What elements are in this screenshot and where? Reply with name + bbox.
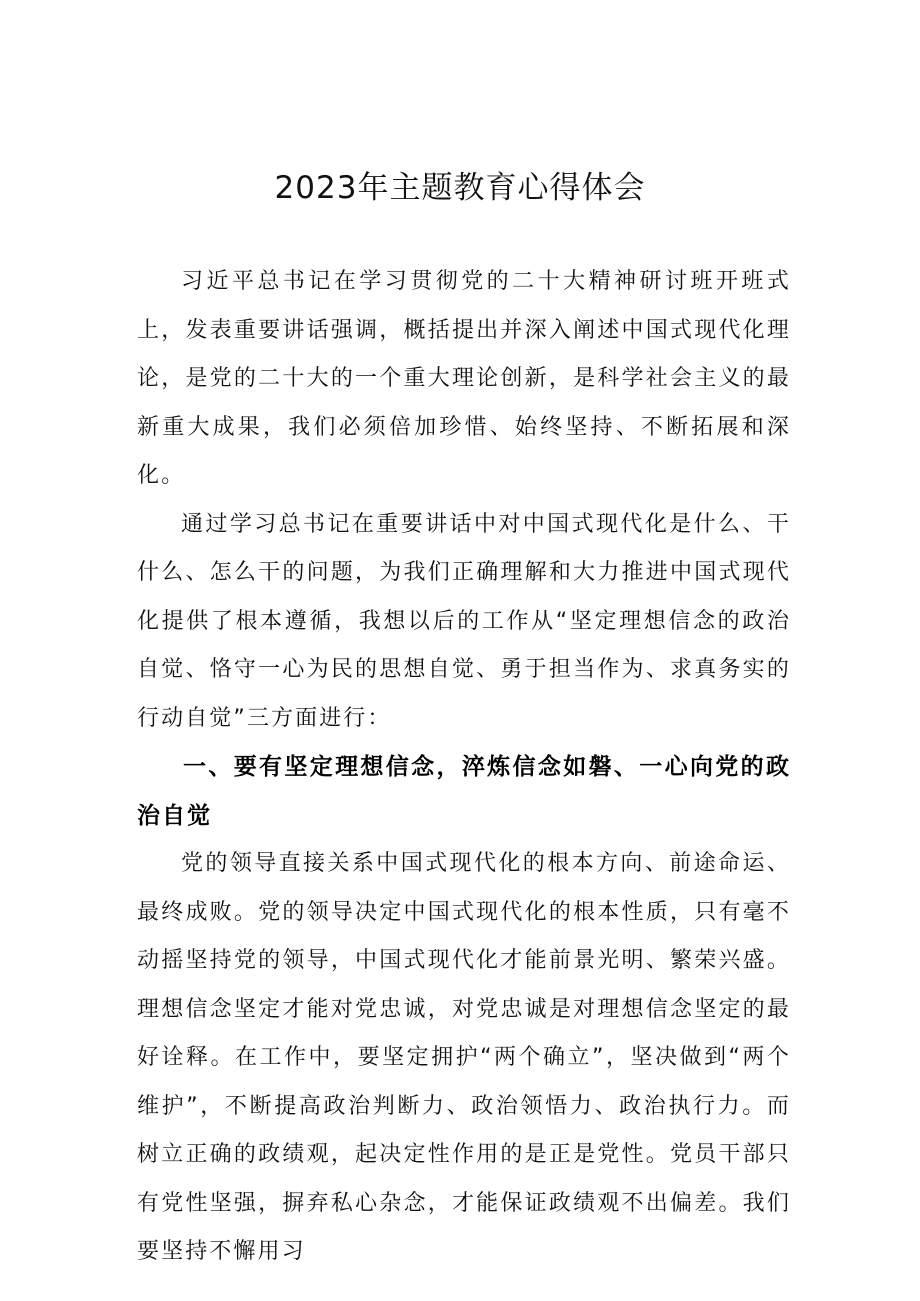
section-heading: 一、要有坚定理想信念，淬炼信念如磐、一心向党的政治自觉	[137, 754, 791, 829]
intro-paragraph: 习近平总书记在学习贯彻党的二十大精神研讨班开班式上，发表重要讲话强调，概括提出并深入阐述中国式现代化理论，是党的二十大的一个重大理论创新，是科学社会主义的最新重大成果，我们必须倍加珍惜、始终坚持、不断拓展和深化。	[137, 269, 791, 488]
approach-paragraph: 通过学习总书记在重要讲话中对中国式现代化是什么、干什么、怎么干的问题，为我们正确理解和大力推进中国式现代化提供了根本遵循，我想以后的工作从“坚定理想信念的政治自觉、恪守一心为民的思想自觉、勇于担当作为、求真务实的行动自觉”三方面进行：	[137, 511, 791, 731]
document-body	[137, 258, 791, 1277]
document-title: 2023年主题教育心得体会	[274, 170, 646, 206]
section-paragraph: 党的领导直接关系中国式现代化的根本方向、前途命运、最终成败。党的领导决定中国式现代化的根本性质，只有毫不动摇坚持党的领导，中国式现代化才能前景光明、繁荣兴盛。理想信念坚定才能对党忠诚，对党忠诚是对理想信念坚定的最好诠释。在工作中，要坚定拥护“两个确立”，坚决做到“两个维护”，不断提高政治判断力、政治领悟力、政治执行力。而树立正确的政绩观，起决定性作用的是正是党性。党员干部只有党性坚强，摒弃私心杂念，才能保证政绩观不出偏差。我们要坚持不懈用习	[137, 851, 791, 1264]
